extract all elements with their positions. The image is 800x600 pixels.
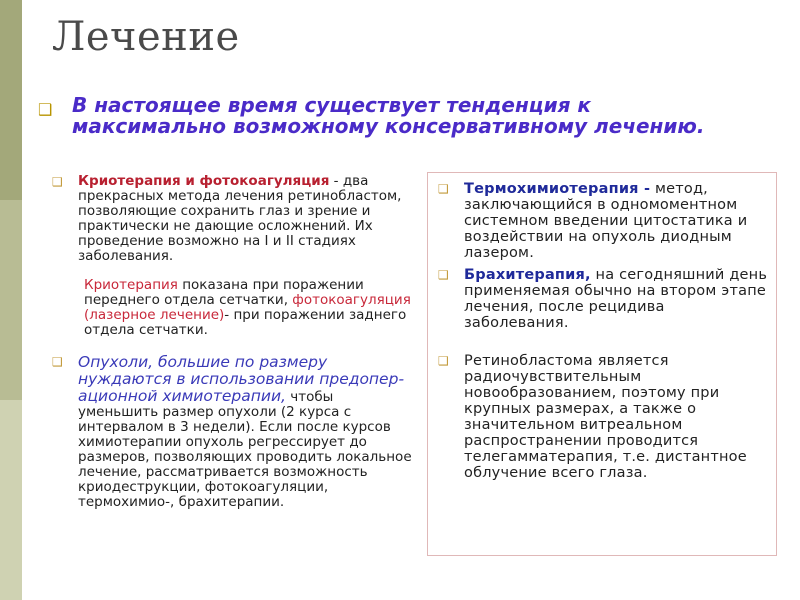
term-thermochemotherapy: Термохимиотерапия -: [464, 181, 651, 197]
left-item-2-text: чтобы уменьшить размер опухоли (2 курса с интервалом в 3 недели). Если после курсов химиотерапии опухоль регрессирует до размеров, позволяющих проводить локальное лечение, рассматривается возможность криодеструкции, фотокоагуляции, термохимио-, брахитерапии.: [78, 389, 412, 510]
right-column-box: [427, 172, 777, 556]
right-item-2-paragraph: [464, 267, 770, 331]
left-item-2-italic: Опухоли, большие по размеру нуждаются в использовании предоперационной химиотерапии,: [78, 353, 405, 405]
bullet-icon: ❑: [52, 355, 63, 369]
bullet-icon: ❑: [438, 182, 449, 196]
left-item-1-text: - два прекрасных метода лечения ретинобластом, позволяющие сохранить глаз и зрение и практически не дающие осложнений. Их проведение возможно на I и II стадиях заболевания.: [78, 173, 402, 264]
lead-statement: В настоящее время существует тенденция к максимально возможному консервативному лечению.: [72, 93, 705, 138]
term-photocoagulation: фотокоагуляция (лазерное лечение): [84, 292, 411, 323]
left-column: [46, 174, 416, 510]
bullet-icon: ❑: [52, 175, 63, 189]
left-item-1-p2-text2: - при поражении заднего отдела сетчатки.: [84, 307, 407, 338]
right-list-item: [436, 267, 770, 331]
left-item-1-p2-text1: показана при поражении переднего отдела сетчатки,: [84, 277, 364, 308]
left-item-1-paragraph-1: [78, 174, 416, 264]
term-brachytherapy: Брахитерапия,: [464, 267, 591, 283]
right-list-item: [436, 353, 770, 481]
slide-title: Лечение: [52, 14, 240, 60]
right-list-item: [436, 181, 770, 261]
left-list-item: [46, 174, 416, 338]
right-item-2-text: на сегодняшний день применяемая обычно на втором этапе лечения, после рецидива заболевания.: [464, 267, 768, 331]
left-item-2-paragraph: [78, 354, 416, 510]
right-item-1-paragraph: [464, 181, 770, 261]
bullet-icon: ❑: [438, 354, 449, 368]
term-cryo-photocoag: Криотерапия и фотокоагуляция: [78, 173, 330, 189]
left-list-item: [46, 354, 416, 510]
lead-bullet-icon: ❑: [38, 100, 53, 119]
bullet-icon: ❑: [438, 268, 449, 282]
right-item-3-paragraph: Ретинобластома является радиочувствительным новообразованием, поэтому при крупных размерах, а также о значительном витреальном распространении проводится телегамматерапия, т.е. дистантное облучение всего глаза.: [464, 353, 747, 481]
side-stripe-bottom: [0, 400, 22, 600]
right-item-1-text: метод, заключающийся в одномоментном системном введении цитостатика и воздействии на опухоль диодным лазером.: [464, 181, 748, 261]
left-item-1-paragraph-2: [78, 278, 416, 338]
term-cryotherapy: Криотерапия: [84, 277, 178, 293]
side-stripe-middle: [0, 200, 22, 400]
side-stripe-top: [0, 0, 22, 200]
